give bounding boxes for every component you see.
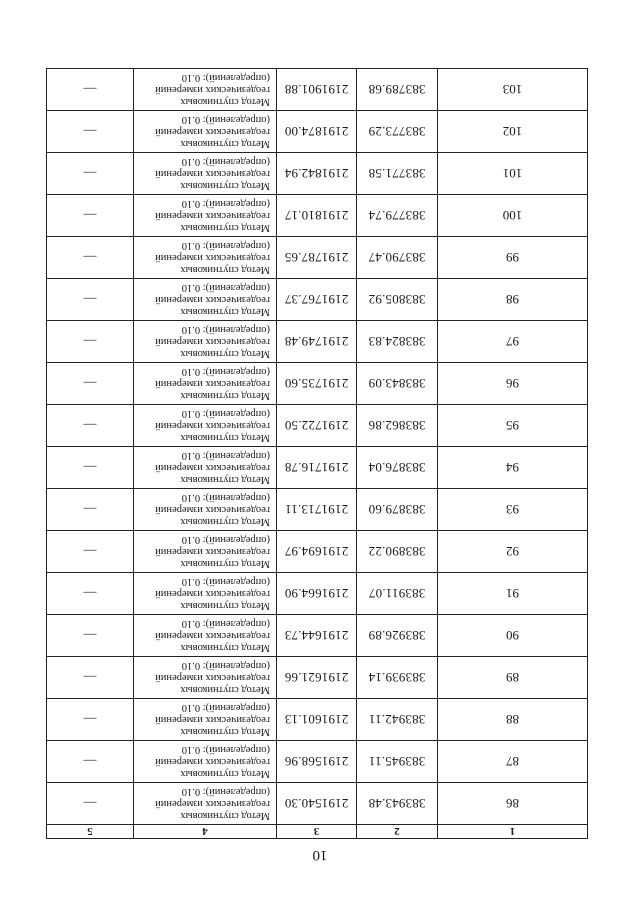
method-line: геодезических измерений xyxy=(155,462,270,473)
method-cell xyxy=(134,195,277,237)
x-coordinate-cell: 383862.86 xyxy=(357,405,438,447)
y-coordinate-cell: 2191787.65 xyxy=(277,237,357,279)
table-row xyxy=(47,237,588,279)
method-cell xyxy=(134,531,277,573)
table-row xyxy=(47,531,588,573)
method-line: Метод спутниковых xyxy=(180,432,270,443)
y-coordinate-cell: 2191735.60 xyxy=(277,363,357,405)
method-line: (определений): 0.10 xyxy=(181,156,270,167)
method-line: геодезических измерений xyxy=(155,630,270,641)
method-line: (определений): 0.10 xyxy=(181,660,270,671)
method-line: (определений): 0.10 xyxy=(181,114,270,125)
method-line: Метод спутниковых xyxy=(180,264,270,275)
x-coordinate-cell: 383942.11 xyxy=(357,699,438,741)
method-line: (определений): 0.10 xyxy=(181,702,270,713)
table-row xyxy=(47,741,588,783)
point-number-cell: 98 xyxy=(438,279,588,321)
y-coordinate-cell: 2191664.90 xyxy=(277,573,357,615)
method-cell xyxy=(134,657,277,699)
note-cell: — xyxy=(47,69,134,111)
method-line: (определений): 0.10 xyxy=(181,282,270,293)
method-line: Метод спутниковых xyxy=(180,474,270,485)
y-coordinate-cell: 2191722.50 xyxy=(277,405,357,447)
note-cell: — xyxy=(47,195,134,237)
point-number-cell: 93 xyxy=(438,489,588,531)
method-line: геодезических измерений xyxy=(155,672,270,683)
point-number-cell: 103 xyxy=(438,69,588,111)
column-header: 2 xyxy=(357,825,438,839)
point-number-cell: 87 xyxy=(438,741,588,783)
point-number-cell: 88 xyxy=(438,699,588,741)
x-coordinate-cell: 383789.68 xyxy=(357,69,438,111)
table-row xyxy=(47,447,588,489)
x-coordinate-cell: 383939.14 xyxy=(357,657,438,699)
point-number-cell: 94 xyxy=(438,447,588,489)
point-number-cell: 100 xyxy=(438,195,588,237)
y-coordinate-cell: 2191621.66 xyxy=(277,657,357,699)
x-coordinate-cell: 383876.04 xyxy=(357,447,438,489)
table-row xyxy=(47,573,588,615)
x-coordinate-cell: 383771.58 xyxy=(357,153,438,195)
column-header: 3 xyxy=(277,825,357,839)
method-line: Метод спутниковых xyxy=(180,642,270,653)
method-line: Метод спутниковых xyxy=(180,768,270,779)
method-line: Метод спутниковых xyxy=(180,222,270,233)
method-line: (определений): 0.10 xyxy=(181,198,270,209)
y-coordinate-cell: 2191767.37 xyxy=(277,279,357,321)
note-cell: — xyxy=(47,531,134,573)
table-row xyxy=(47,489,588,531)
method-line: геодезических измерений xyxy=(155,420,270,431)
column-header: 1 xyxy=(438,825,588,839)
y-coordinate-cell: 2191749.48 xyxy=(277,321,357,363)
note-cell: — xyxy=(47,699,134,741)
method-line: геодезических измерений xyxy=(155,546,270,557)
method-line: геодезических измерений xyxy=(155,798,270,809)
y-coordinate-cell: 2191713.11 xyxy=(277,489,357,531)
method-cell xyxy=(134,321,277,363)
table-row xyxy=(47,279,588,321)
point-number-cell: 101 xyxy=(438,153,588,195)
method-line: Метод спутниковых xyxy=(180,348,270,359)
note-cell: — xyxy=(47,405,134,447)
method-line: Метод спутниковых xyxy=(180,96,270,107)
method-line: (определений): 0.10 xyxy=(181,576,270,587)
point-number-cell: 91 xyxy=(438,573,588,615)
note-cell: — xyxy=(47,489,134,531)
method-line: (определений): 0.10 xyxy=(181,324,270,335)
x-coordinate-cell: 383945.11 xyxy=(357,741,438,783)
method-line: геодезических измерений xyxy=(155,714,270,725)
x-coordinate-cell: 383779.74 xyxy=(357,195,438,237)
note-cell: — xyxy=(47,321,134,363)
y-coordinate-cell: 2191716.78 xyxy=(277,447,357,489)
method-cell xyxy=(134,237,277,279)
method-line: геодезических измерений xyxy=(155,84,270,95)
method-line: (определений): 0.10 xyxy=(181,534,270,545)
method-cell xyxy=(134,363,277,405)
method-line: геодезических измерений xyxy=(155,126,270,137)
method-line: Метод спутниковых xyxy=(180,810,270,821)
x-coordinate-cell: 383943.48 xyxy=(357,783,438,825)
x-coordinate-cell: 383890.22 xyxy=(357,531,438,573)
method-line: Метод спутниковых xyxy=(180,600,270,611)
x-coordinate-cell: 383805.92 xyxy=(357,279,438,321)
method-line: геодезических измерений xyxy=(155,210,270,221)
y-coordinate-cell: 2191810.17 xyxy=(277,195,357,237)
y-coordinate-cell: 2191568.96 xyxy=(277,741,357,783)
method-line: (определений): 0.10 xyxy=(181,450,270,461)
method-line: (определений): 0.10 xyxy=(181,786,270,797)
point-number-cell: 90 xyxy=(438,615,588,657)
table-row xyxy=(47,111,588,153)
method-cell xyxy=(134,153,277,195)
method-line: Метод спутниковых xyxy=(180,726,270,737)
method-cell xyxy=(134,489,277,531)
method-cell xyxy=(134,573,277,615)
note-cell: — xyxy=(47,573,134,615)
method-line: (определений): 0.10 xyxy=(181,240,270,251)
method-line: (определений): 0.10 xyxy=(181,492,270,503)
method-line: Метод спутниковых xyxy=(180,180,270,191)
note-cell: — xyxy=(47,783,134,825)
method-line: Метод спутниковых xyxy=(180,558,270,569)
column-header: 4 xyxy=(134,825,277,839)
point-number-cell: 99 xyxy=(438,237,588,279)
note-cell: — xyxy=(47,615,134,657)
method-line: (определений): 0.10 xyxy=(181,366,270,377)
point-number-cell: 95 xyxy=(438,405,588,447)
point-number-cell: 97 xyxy=(438,321,588,363)
method-line: (определений): 0.10 xyxy=(181,744,270,755)
point-number-cell: 89 xyxy=(438,657,588,699)
table-row xyxy=(47,195,588,237)
column-header: 5 xyxy=(47,825,134,839)
coordinates-table xyxy=(46,68,588,839)
note-cell: — xyxy=(47,279,134,321)
note-cell: — xyxy=(47,363,134,405)
method-line: (определений): 0.10 xyxy=(181,72,270,83)
method-line: геодезических измерений xyxy=(155,756,270,767)
y-coordinate-cell: 2191540.30 xyxy=(277,783,357,825)
method-cell xyxy=(134,615,277,657)
method-cell xyxy=(134,447,277,489)
x-coordinate-cell: 383843.09 xyxy=(357,363,438,405)
y-coordinate-cell: 2191694.97 xyxy=(277,531,357,573)
method-cell xyxy=(134,69,277,111)
method-line: Метод спутниковых xyxy=(180,684,270,695)
table-row xyxy=(47,363,588,405)
table-row xyxy=(47,783,588,825)
note-cell: — xyxy=(47,111,134,153)
y-coordinate-cell: 2191901.88 xyxy=(277,69,357,111)
table-row xyxy=(47,615,588,657)
point-number-cell: 92 xyxy=(438,531,588,573)
note-cell: — xyxy=(47,153,134,195)
method-line: геодезических измерений xyxy=(155,294,270,305)
method-cell xyxy=(134,699,277,741)
note-cell: — xyxy=(47,741,134,783)
method-line: Метод спутниковых xyxy=(180,390,270,401)
y-coordinate-cell: 2191842.94 xyxy=(277,153,357,195)
note-cell: — xyxy=(47,657,134,699)
y-coordinate-cell: 2191874.00 xyxy=(277,111,357,153)
x-coordinate-cell: 383926.89 xyxy=(357,615,438,657)
table-row xyxy=(47,321,588,363)
note-cell: — xyxy=(47,447,134,489)
method-line: Метод спутниковых xyxy=(180,306,270,317)
method-cell xyxy=(134,111,277,153)
x-coordinate-cell: 383824.83 xyxy=(357,321,438,363)
table-row xyxy=(47,69,588,111)
page-number: 10 xyxy=(312,847,328,863)
method-line: (определений): 0.10 xyxy=(181,618,270,629)
method-line: геодезических измерений xyxy=(155,504,270,515)
note-cell: — xyxy=(47,237,134,279)
method-line: геодезических измерений xyxy=(155,252,270,263)
x-coordinate-cell: 383879.60 xyxy=(357,489,438,531)
table-row xyxy=(47,153,588,195)
table-row xyxy=(47,657,588,699)
y-coordinate-cell: 2191644.73 xyxy=(277,615,357,657)
point-number-cell: 86 xyxy=(438,783,588,825)
point-number-cell: 102 xyxy=(438,111,588,153)
method-line: Метод спутниковых xyxy=(180,516,270,527)
table-row xyxy=(47,405,588,447)
method-line: геодезических измерений xyxy=(155,168,270,179)
x-coordinate-cell: 383790.47 xyxy=(357,237,438,279)
method-line: Метод спутниковых xyxy=(180,138,270,149)
table-row xyxy=(47,699,588,741)
x-coordinate-cell: 383911.07 xyxy=(357,573,438,615)
method-cell xyxy=(134,783,277,825)
method-line: геодезических измерений xyxy=(155,588,270,599)
y-coordinate-cell: 2191601.13 xyxy=(277,699,357,741)
method-line: геодезических измерений xyxy=(155,336,270,347)
method-cell xyxy=(134,741,277,783)
method-line: геодезических измерений xyxy=(155,378,270,389)
column-number-row xyxy=(47,825,588,839)
method-line: (определений): 0.10 xyxy=(181,408,270,419)
x-coordinate-cell: 383773.29 xyxy=(357,111,438,153)
method-cell xyxy=(134,279,277,321)
point-number-cell: 96 xyxy=(438,363,588,405)
method-cell xyxy=(134,405,277,447)
